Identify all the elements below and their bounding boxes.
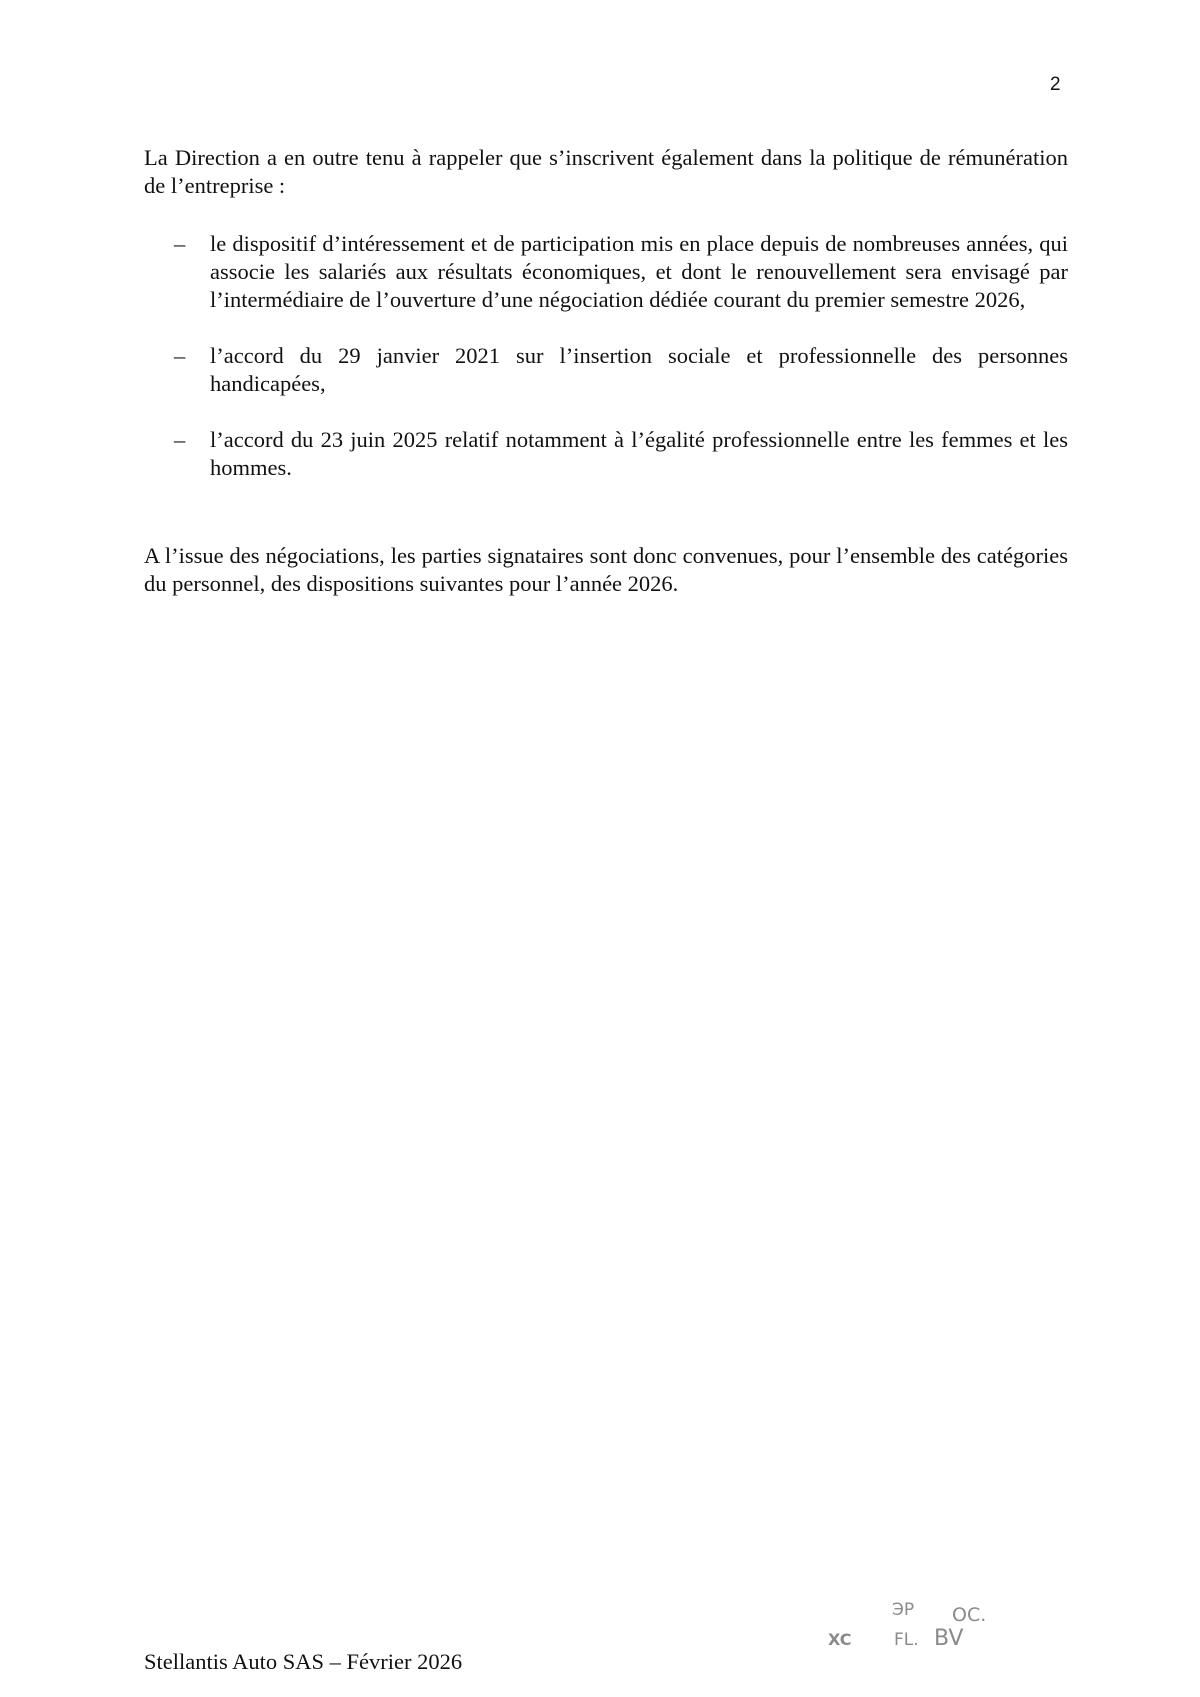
list-item-text: le dispositif d’intéressement et de participation mis en place depuis de nombreuses années, qui associe les salariés aux résultats économiques, et dont le renouvellement sera envisagé par l’intermédiaire de l’ouverture d’une négociation dédiée courant du premier semestre 2026, [210,231,1068,312]
initial-mark: FL. [894,1630,919,1650]
list-item-disability-agreement [144,342,1068,398]
initial-mark: BV [934,1626,964,1651]
initial-mark: XC [828,1630,852,1649]
list-item-profit-sharing [144,230,1068,314]
conclusion-paragraph: A l’issue des négociations, les parties signataires sont donc convenues, pour l’ensemble des catégories du personnel, des dispositions suivantes pour l’année 2026. [144,543,1068,596]
page-number: 2 [1050,74,1061,95]
initial-mark: ЭP [892,1600,915,1620]
remuneration-policy-list [144,230,1068,482]
list-item-text: l’accord du 29 janvier 2021 sur l’insertion sociale et professionnelle des personnes handicapées, [210,343,1068,396]
handwritten-initials [820,1596,1020,1666]
list-item-equality-agreement [144,426,1068,482]
intro-paragraph: La Direction a en outre tenu à rappeler que s’inscrivent également dans la politique de rémunération de l’entreprise : [144,145,1068,198]
page-footer: Stellantis Auto SAS – Février 2026 [144,1649,463,1674]
dash-bullet-icon: – [174,231,186,256]
dash-bullet-icon: – [174,427,186,452]
dash-bullet-icon: – [174,343,186,368]
initial-mark: OC. [952,1604,987,1626]
list-item-text: l’accord du 23 juin 2025 relatif notamment à l’égalité professionnelle entre les femmes et les hommes. [210,427,1068,480]
